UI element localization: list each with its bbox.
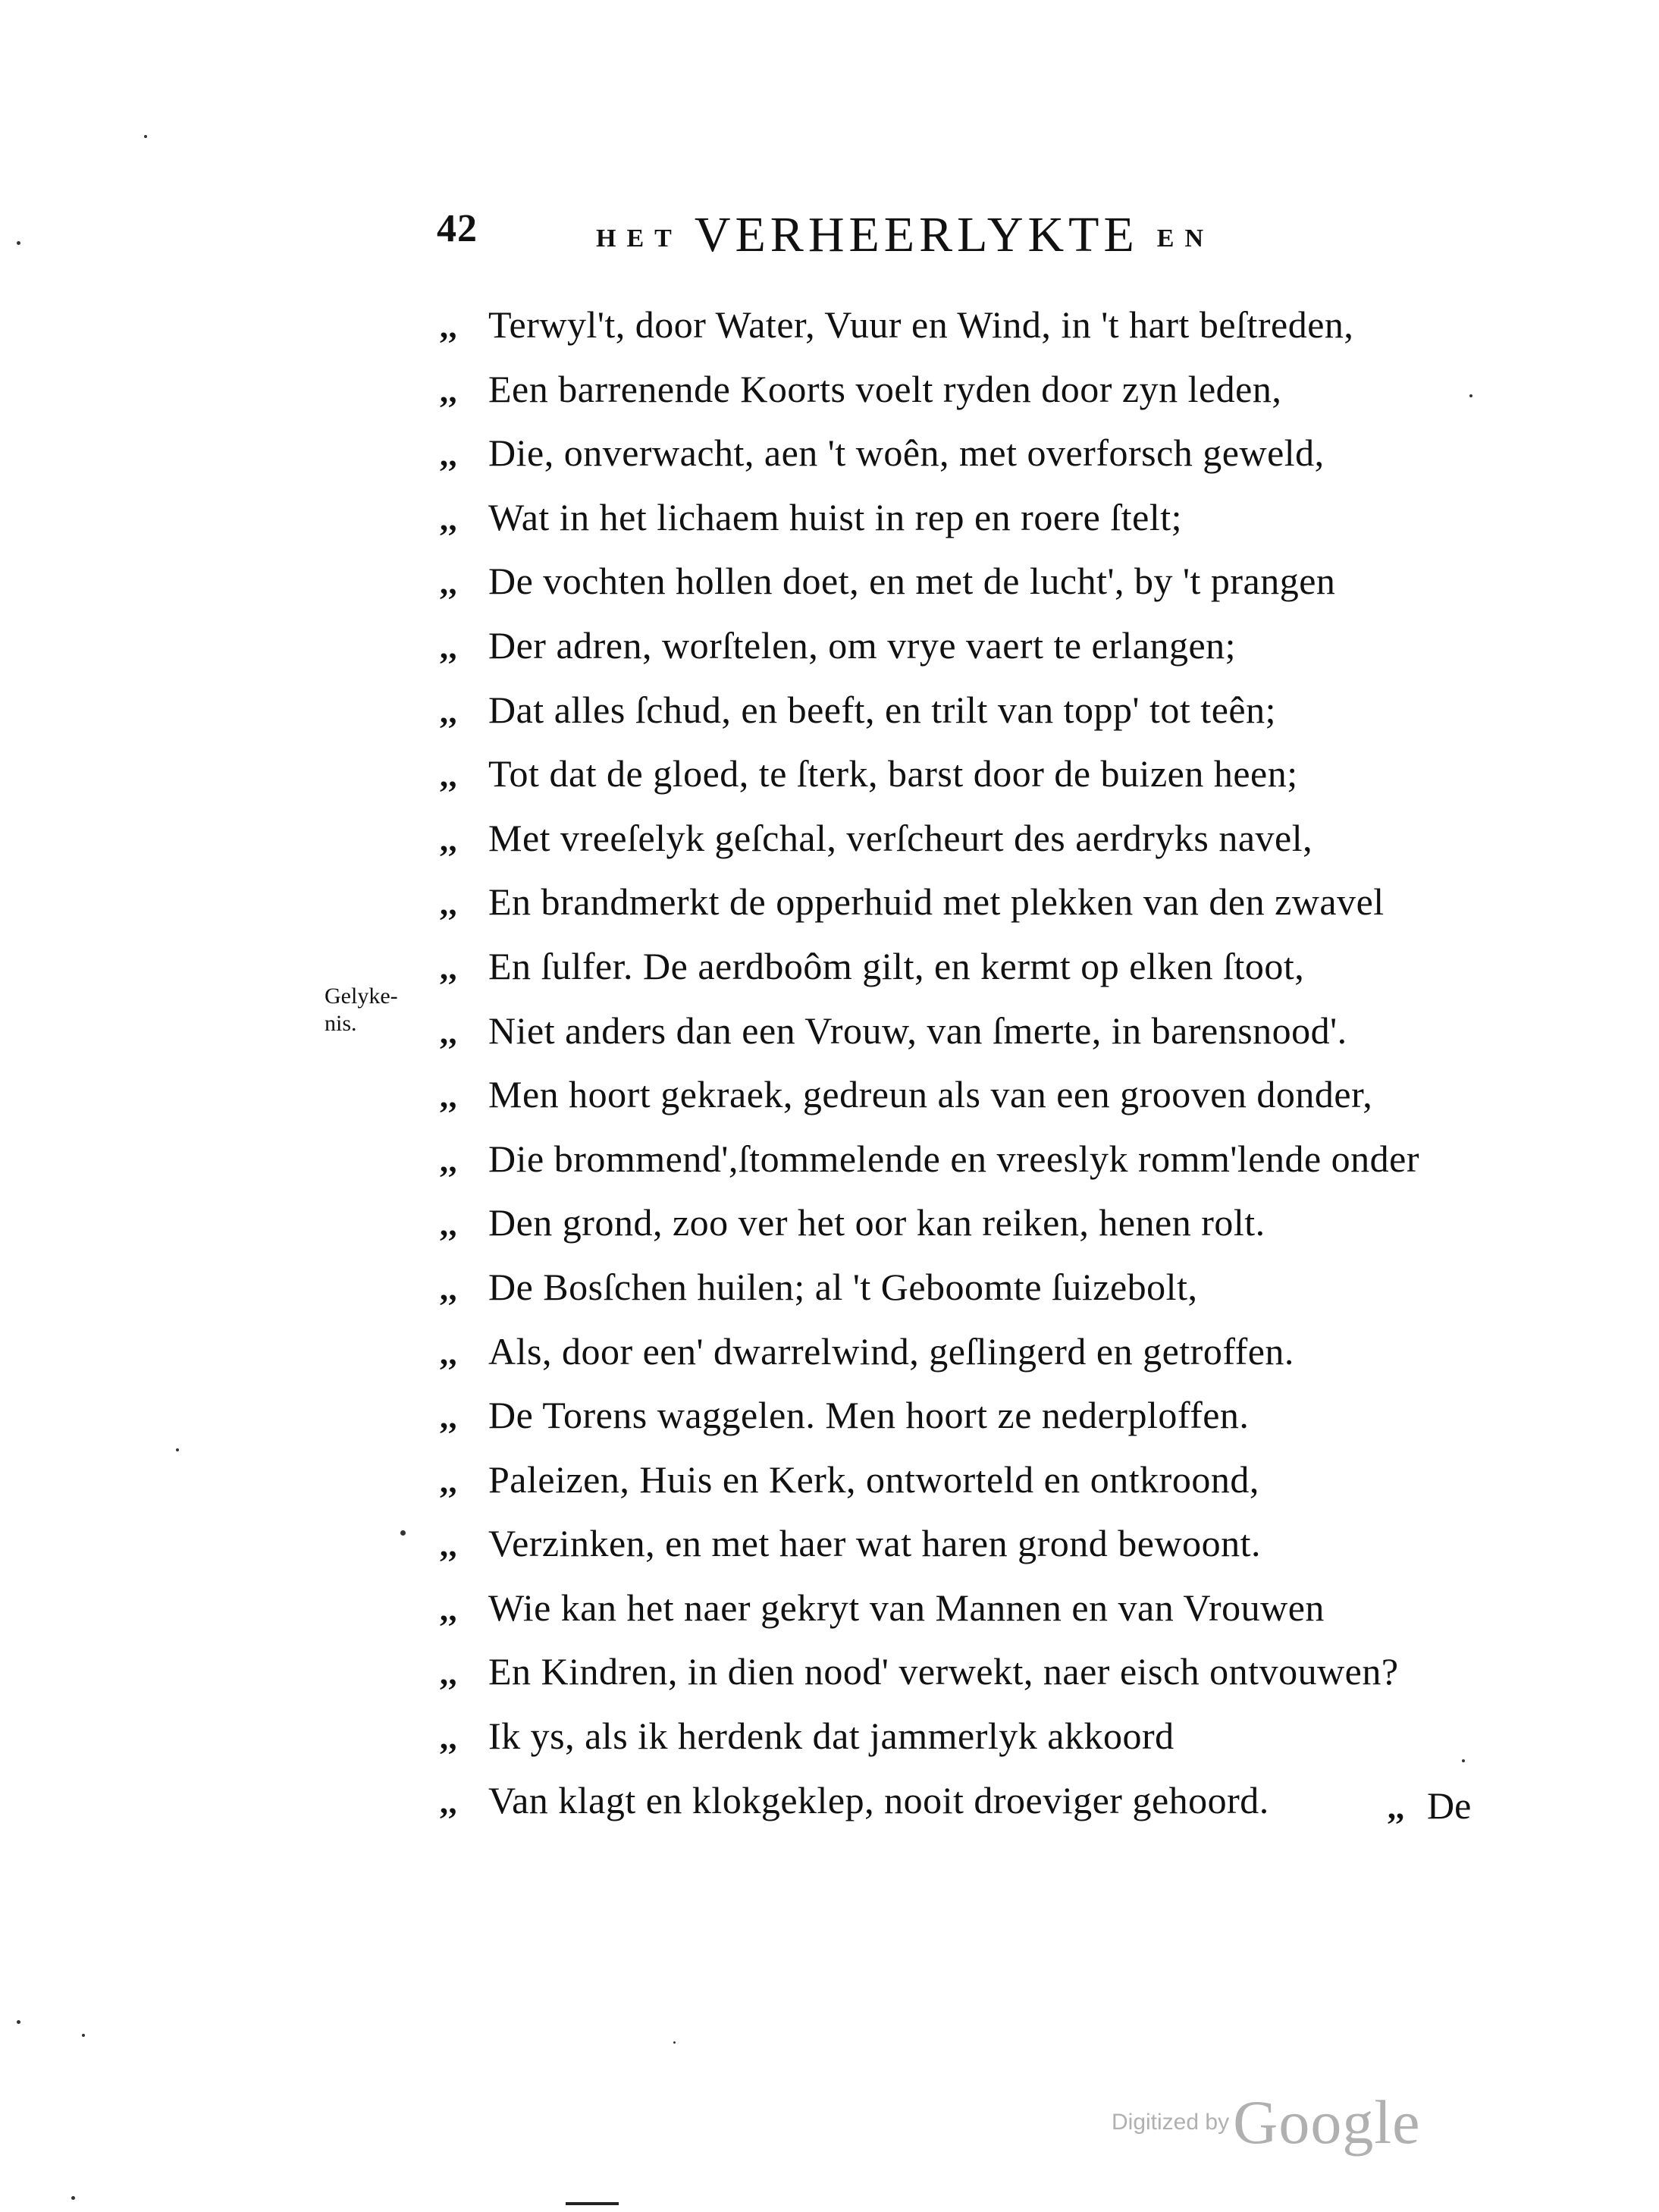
margin-note-line: nis. (325, 1011, 357, 1036)
verse-text: Die, onverwacht, aen 't woên, met overforsch geweld, (488, 431, 1325, 475)
verse-text: Paleizen, Huis en Kerk, ontworteld en ontkroond, (488, 1457, 1259, 1501)
verse-line (440, 293, 1501, 357)
verse-line (440, 1383, 1501, 1448)
quote-mark: ,, (440, 372, 457, 409)
verse-line (440, 742, 1501, 806)
verse-text: Terwyl't, door Water, Vuur en Wind, in 't hart beſtreden, (488, 303, 1354, 346)
quote-mark: ,, (440, 1141, 457, 1179)
quote-mark: ,, (440, 1526, 457, 1564)
quote-mark: ,, (440, 1719, 457, 1757)
quote-mark: ,, (440, 1269, 457, 1307)
verse-line (440, 1191, 1501, 1255)
quote-mark: ,, (440, 1013, 457, 1051)
scan-speck (71, 2196, 75, 2200)
verse-text: De Bosſchen huilen; al 't Geboomte ſuizebolt, (488, 1265, 1198, 1308)
quote-mark: ,, (440, 1655, 457, 1693)
scan-speck (673, 2041, 676, 2044)
verse-text: Ik ys, als ik herdenk dat jammerlyk akkoord (488, 1715, 1174, 1758)
verse-text: En brandmerkt de opperhuid met plekken van den zwavel (488, 880, 1385, 924)
verse-text: Men hoort gekraek, gedreun als van een grooven donder, (488, 1073, 1373, 1116)
verse-text: En ſulfer. De aerdboôm gilt, en kermt op elken ſtoot, (488, 944, 1305, 987)
verse-text: Een barrenende Koorts voelt ryden door zyn leden, (488, 367, 1282, 410)
quote-mark: ,, (440, 1334, 457, 1372)
verse-text: Wat in het lichaem huist in rep en roere ſtelt; (488, 495, 1183, 538)
margin-note-line: Gelyke- (325, 984, 398, 1009)
verse-line (440, 1255, 1501, 1319)
running-title (596, 206, 1214, 264)
verse-line (440, 1319, 1501, 1384)
running-title-het: HET (596, 224, 682, 253)
catchword-text: De (1427, 1784, 1472, 1827)
verse-text: Der adren, worſtelen, om vrye vaert te erlangen; (488, 623, 1237, 667)
quote-mark: ,, (440, 436, 457, 474)
scan-speck (17, 2020, 20, 2024)
quote-mark: ,, (440, 949, 457, 987)
verse-line (440, 1576, 1501, 1640)
quote-mark: ,, (440, 500, 457, 538)
verse-text: Van klagt en klokgeklep, nooit droeviger gehoord. (488, 1778, 1269, 1821)
verse-text: En Kindren, in dien nood' verwekt, naer eisch ontvouwen? (488, 1650, 1399, 1693)
verse-line (440, 549, 1501, 613)
scan-speck (144, 135, 147, 138)
verse-text: Als, door een' dwarrelwind, geſlingerd en getroffen. (488, 1329, 1294, 1373)
scan-speck (1469, 394, 1472, 397)
verse-line (440, 357, 1501, 422)
verse-line (440, 999, 1501, 1063)
scan-speck (176, 1448, 179, 1451)
digitized-watermark (1112, 2087, 1421, 2158)
verse-line (440, 678, 1501, 742)
verse-text: De Torens waggelen. Men hoort ze nederploffen. (488, 1394, 1250, 1437)
verse-line (440, 613, 1501, 678)
quote-mark: ,, (440, 692, 457, 730)
verse-line (440, 1062, 1501, 1127)
margin-note (325, 983, 398, 1037)
verse-text: Niet anders dan een Vrouw, van ſmerte, in barensnood'. (488, 1009, 1347, 1052)
scan-speck (1462, 1759, 1465, 1762)
quote-mark: ,, (440, 564, 457, 602)
scan-speck (82, 2034, 85, 2037)
quote-mark: ,, (1388, 1789, 1404, 1826)
scan-mark (566, 2202, 619, 2205)
verse-line (440, 934, 1501, 999)
page-number: 42 (437, 207, 478, 250)
verse-block (440, 293, 1501, 1832)
catchword (1388, 1784, 1471, 1828)
running-title-en: EN (1156, 224, 1215, 253)
verse-text: Die brommend',ſtommelende en vreeslyk romm'lende onder (488, 1137, 1420, 1180)
quote-mark: ,, (440, 1590, 457, 1628)
quote-mark: ,, (440, 308, 457, 345)
quote-mark: ,, (440, 1783, 457, 1821)
page-header (437, 206, 1377, 267)
verse-line (440, 421, 1501, 485)
scan-speck (400, 1530, 406, 1536)
scan-speck (17, 241, 20, 245)
verse-text: Met vreeſelyk geſchal, verſcheurt des aerdryks navel, (488, 816, 1313, 859)
verse-line (440, 1511, 1501, 1576)
verse-text: Den grond, zoo ver het oor kan reiken, henen rolt. (488, 1201, 1265, 1244)
quote-mark: ,, (440, 1398, 457, 1436)
verse-line (440, 485, 1501, 550)
quote-mark: ,, (440, 820, 457, 858)
verse-line (440, 1768, 1501, 1833)
verse-line (440, 1639, 1501, 1704)
quote-mark: ,, (440, 1078, 457, 1115)
verse-line (440, 1127, 1501, 1191)
quote-mark: ,, (440, 628, 457, 666)
verse-line (440, 1704, 1501, 1768)
quote-mark: ,, (440, 885, 457, 923)
quote-mark: ,, (440, 1462, 457, 1500)
verse-line (440, 806, 1501, 871)
quote-mark: ,, (440, 757, 457, 795)
verse-line (440, 870, 1501, 934)
verse-text: Tot dat de gloed, te ſterk, barst door de buizen heen; (488, 752, 1298, 795)
watermark-prefix: Digitized by (1112, 2110, 1230, 2135)
verse-text: De vochten hollen doet, en met de lucht', by 't prangen (488, 560, 1336, 603)
verse-line (440, 1448, 1501, 1512)
running-title-main: VERHEERLYKTE (694, 207, 1139, 262)
verse-text: Dat alles ſchud, en beeft, en trilt van topp' tot teên; (488, 688, 1276, 731)
google-logo: Google (1233, 2088, 1421, 2157)
verse-text: Verzinken, en met haer wat haren grond bewoont. (488, 1522, 1261, 1565)
quote-mark: ,, (440, 1206, 457, 1244)
verse-text: Wie kan het naer gekryt van Mannen en van Vrouwen (488, 1586, 1325, 1629)
